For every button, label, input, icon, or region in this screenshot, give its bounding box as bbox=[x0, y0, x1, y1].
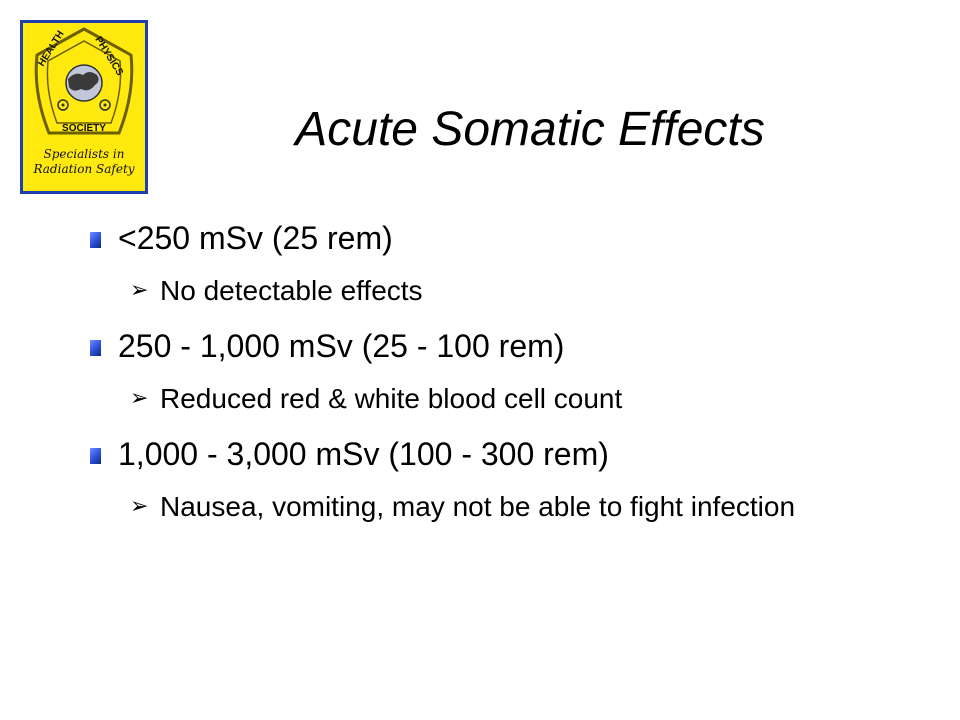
sub-bullet-label: Nausea, vomiting, may not be able to fight infection bbox=[160, 491, 796, 522]
logo-lettering bbox=[23, 23, 145, 143]
logo-tagline-line2: Radiation Safety bbox=[33, 162, 135, 176]
arrowhead-bullet-icon: ➢ bbox=[130, 494, 149, 519]
bullet-list bbox=[88, 216, 908, 540]
bullet-item-3 bbox=[88, 432, 908, 524]
bullet-text bbox=[88, 324, 908, 368]
square-bullet-icon bbox=[90, 448, 101, 464]
logo-tagline-line1: Specialists in bbox=[43, 147, 125, 161]
sub-bullet bbox=[88, 490, 908, 524]
svg-text:HEALTH: HEALTH bbox=[36, 28, 67, 69]
bullet-label: 1,000 - 3,000 mSv (100 - 300 rem) bbox=[118, 436, 609, 472]
slide-title: Acute Somatic Effects bbox=[295, 103, 765, 156]
bullet-item-2 bbox=[88, 324, 908, 416]
sub-bullet bbox=[88, 382, 908, 416]
sub-bullet-label: No detectable effects bbox=[160, 275, 423, 306]
arrowhead-bullet-icon: ➢ bbox=[130, 278, 149, 303]
bullet-item-1 bbox=[88, 216, 908, 308]
bullet-text bbox=[88, 216, 908, 260]
sub-bullet-label: Reduced red & white blood cell count bbox=[160, 383, 623, 414]
health-physics-society-logo bbox=[20, 20, 148, 194]
bullet-label: 250 - 1,000 mSv (25 - 100 rem) bbox=[118, 328, 565, 364]
svg-text:SOCIETY: SOCIETY bbox=[62, 123, 106, 134]
arrowhead-bullet-icon: ➢ bbox=[130, 386, 149, 411]
svg-text:PHYSICS: PHYSICS bbox=[92, 34, 126, 78]
square-bullet-icon bbox=[90, 232, 101, 248]
bullet-label: <250 mSv (25 rem) bbox=[118, 220, 393, 256]
square-bullet-icon bbox=[90, 340, 101, 356]
sub-bullet bbox=[88, 274, 908, 308]
bullet-text bbox=[88, 432, 908, 476]
